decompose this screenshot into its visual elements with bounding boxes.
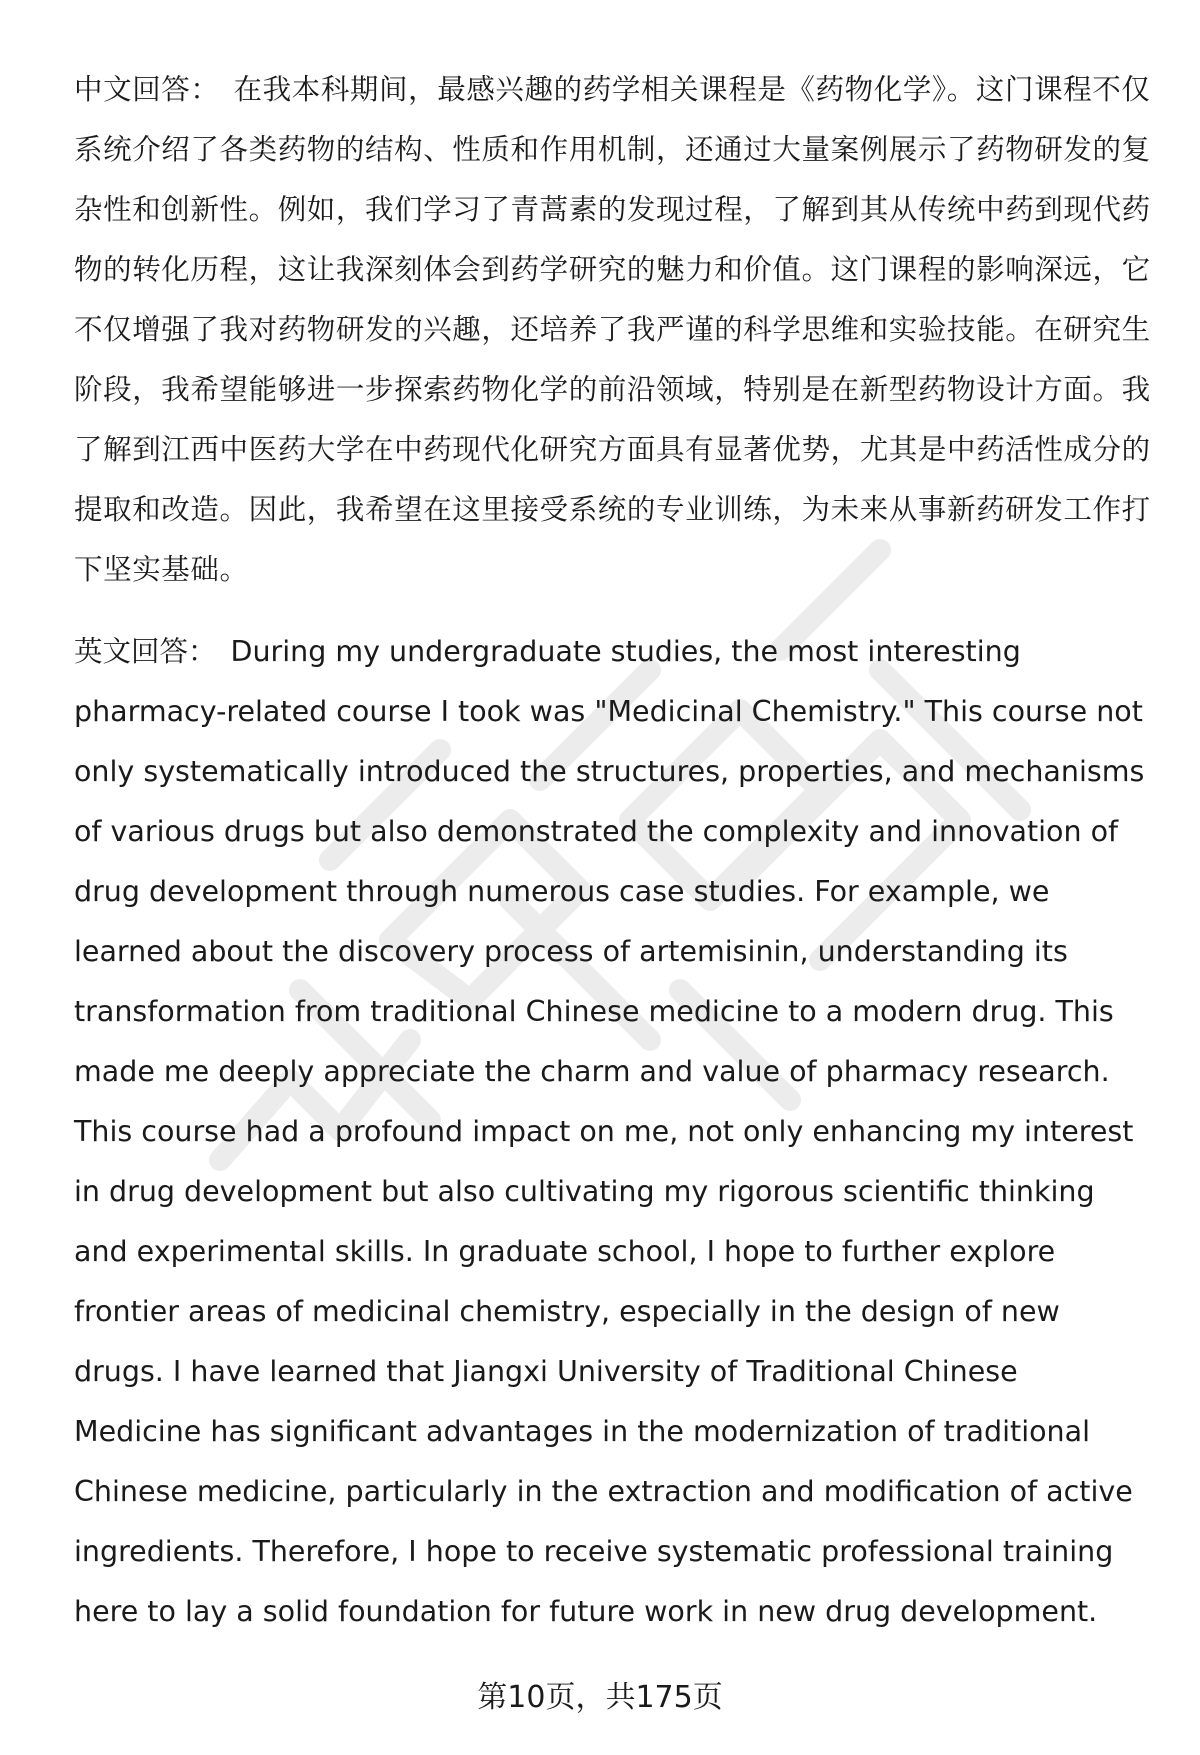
chinese-answer-label: 中文回答： — [74, 73, 220, 106]
english-answer-text: During my undergraduate studies, the most interesting pharmacy-related course I took was "Medicinal Chemistry." This course not only systematically introduced the structures, properties, and mechanisms of various drugs but also demonstrated the complexity and innovation of drug development through numerous case studies. For example, we learned about the discovery process of artemisinin, understanding its transformation from traditional Chinese medicine to a modern drug. This made me deeply appreciate the charm and value of pharmacy research. This course had a profound impact on me, not only enhancing my interest in drug development but also cultivating my rigorous scientific thinking and experimental skills. In graduate school, I hope to further explore frontier areas of medicinal chemistry, especially in the design of new drugs. I have learned that Jiangxi University of Traditional Chinese Medicine has significant advantages in the modernization of traditional Chinese medicine, particularly in the extraction and modification of active ingredients. Therefore, I hope to receive systematic professional training here to lay a solid foundation for future work in new drug development. — [74, 635, 1145, 1628]
english-answer-paragraph — [74, 622, 1154, 1642]
chinese-answer-text: 在我本科期间，最感兴趣的药学相关课程是《药物化学》。这门课程不仅系统介绍了各类药物的结构、性质和作用机制，还通过大量案例展示了药物研发的复杂性和创新性。例如，我们学习了青蒿素的发现过程，了解到其从传统中药到现代药物的转化历程，这让我深刻体会到药学研究的魅力和价值。这门课程的影响深远，它不仅增强了我对药物研发的兴趣，还培养了我严谨的科学思维和实验技能。在研究生阶段，我希望能够进一步探索药物化学的前沿领域，特别是在新型药物设计方面。我了解到江西中医药大学在中药现代化研究方面具有显著优势，尤其是中药活性成分的提取和改造。因此，我希望在这里接受系统的专业训练，为未来从事新药研发工作打下坚实基础。 — [74, 73, 1151, 586]
chinese-answer-paragraph — [74, 60, 1154, 600]
page-footer: 第10页，共175页 — [477, 1680, 723, 1715]
english-answer-label: 英文回答： — [74, 635, 217, 668]
main-content — [74, 60, 1154, 1642]
